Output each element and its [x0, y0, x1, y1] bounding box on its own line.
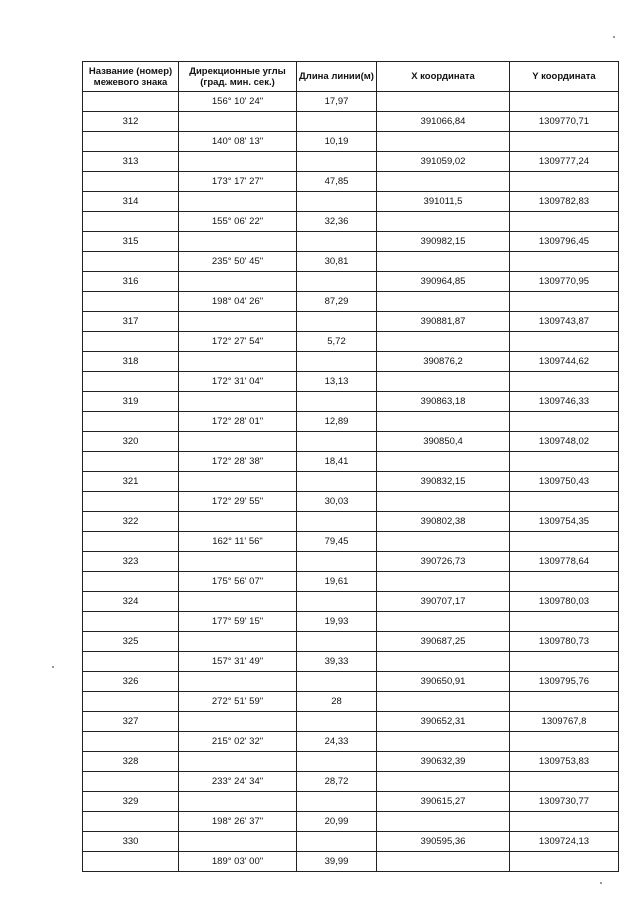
length-cell — [297, 392, 377, 412]
name-cell — [83, 732, 179, 752]
angle-cell — [179, 552, 297, 572]
y-coordinate-cell: 1309780,03 — [510, 592, 619, 612]
line-length-cell: 87,29 — [297, 292, 377, 312]
point-row — [83, 232, 619, 252]
boundary-mark-name-cell: 316 — [83, 272, 179, 292]
x-cell — [377, 692, 510, 712]
direction-angle-cell: 215° 02' 32" — [179, 732, 297, 752]
name-cell — [83, 492, 179, 512]
direction-angle-cell: 172° 28' 38" — [179, 452, 297, 472]
boundary-mark-name-cell: 313 — [83, 152, 179, 172]
line-length-cell: 20,99 — [297, 812, 377, 832]
y-cell — [510, 452, 619, 472]
segment-row — [83, 812, 619, 832]
line-length-cell: 30,03 — [297, 492, 377, 512]
name-cell — [83, 772, 179, 792]
y-cell — [510, 732, 619, 752]
point-row — [83, 472, 619, 492]
direction-angle-cell: 172° 31' 04" — [179, 372, 297, 392]
length-cell — [297, 672, 377, 692]
line-length-cell: 18,41 — [297, 452, 377, 472]
length-cell — [297, 312, 377, 332]
x-coordinate-cell: 390615,27 — [377, 792, 510, 812]
direction-angle-cell: 173° 17' 27" — [179, 172, 297, 192]
x-cell — [377, 532, 510, 552]
table-body — [83, 92, 619, 872]
boundary-mark-name-cell: 312 — [83, 112, 179, 132]
segment-row — [83, 732, 619, 752]
x-coordinate-cell: 390802,38 — [377, 512, 510, 532]
name-cell — [83, 692, 179, 712]
point-row — [83, 552, 619, 572]
point-row — [83, 632, 619, 652]
point-row — [83, 312, 619, 332]
segment-row — [83, 332, 619, 352]
point-row — [83, 192, 619, 212]
length-cell — [297, 472, 377, 492]
length-cell — [297, 552, 377, 572]
boundary-mark-name-cell: 325 — [83, 632, 179, 652]
line-length-cell: 39,33 — [297, 652, 377, 672]
y-coordinate-cell: 1309796,45 — [510, 232, 619, 252]
direction-angle-cell: 189° 03' 00" — [179, 852, 297, 872]
y-coordinate-cell: 1309754,35 — [510, 512, 619, 532]
y-cell — [510, 292, 619, 312]
line-length-cell: 47,85 — [297, 172, 377, 192]
direction-angle-cell: 272° 51' 59" — [179, 692, 297, 712]
y-coordinate-cell: 1309780,73 — [510, 632, 619, 652]
y-coordinate-cell: 1309750,43 — [510, 472, 619, 492]
point-row — [83, 152, 619, 172]
y-coordinate-cell: 1309777,24 — [510, 152, 619, 172]
x-coordinate-cell: 390863,18 — [377, 392, 510, 412]
direction-angle-cell: 172° 28' 01" — [179, 412, 297, 432]
boundary-mark-name-cell: 321 — [83, 472, 179, 492]
table-header-row — [83, 62, 619, 92]
line-length-cell: 10,19 — [297, 132, 377, 152]
y-cell — [510, 212, 619, 232]
name-cell — [83, 452, 179, 472]
angle-cell — [179, 112, 297, 132]
boundary-mark-name-cell: 319 — [83, 392, 179, 412]
name-cell — [83, 212, 179, 232]
y-coordinate-cell: 1309782,83 — [510, 192, 619, 212]
boundary-mark-name-cell: 317 — [83, 312, 179, 332]
x-coordinate-cell: 390652,31 — [377, 712, 510, 732]
segment-row — [83, 612, 619, 632]
line-length-cell: 24,33 — [297, 732, 377, 752]
x-cell — [377, 92, 510, 112]
point-row — [83, 432, 619, 452]
length-cell — [297, 712, 377, 732]
y-cell — [510, 852, 619, 872]
x-cell — [377, 412, 510, 432]
x-coordinate-cell: 390707,17 — [377, 592, 510, 612]
angle-cell — [179, 712, 297, 732]
direction-angle-cell: 162° 11' 56" — [179, 532, 297, 552]
boundary-mark-name-cell: 314 — [83, 192, 179, 212]
name-cell — [83, 612, 179, 632]
point-row — [83, 272, 619, 292]
boundary-mark-name-cell: 322 — [83, 512, 179, 532]
angle-cell — [179, 152, 297, 172]
point-row — [83, 832, 619, 852]
x-coordinate-cell: 390632,39 — [377, 752, 510, 772]
line-length-cell: 39,99 — [297, 852, 377, 872]
x-coordinate-cell: 391011,5 — [377, 192, 510, 212]
segment-row — [83, 252, 619, 272]
scan-speck — [52, 666, 54, 668]
name-cell — [83, 532, 179, 552]
length-cell — [297, 632, 377, 652]
boundary-mark-name-cell: 327 — [83, 712, 179, 732]
boundary-mark-name-cell: 315 — [83, 232, 179, 252]
y-coordinate-cell: 1309743,87 — [510, 312, 619, 332]
segment-row — [83, 772, 619, 792]
direction-angle-cell: 155° 06' 22" — [179, 212, 297, 232]
line-length-cell: 79,45 — [297, 532, 377, 552]
segment-row — [83, 652, 619, 672]
direction-angle-cell: 157° 31' 49" — [179, 652, 297, 672]
direction-angle-cell: 175° 56' 07" — [179, 572, 297, 592]
x-coordinate-cell: 390832,15 — [377, 472, 510, 492]
boundary-mark-name-cell: 330 — [83, 832, 179, 852]
segment-row — [83, 852, 619, 872]
segment-row — [83, 532, 619, 552]
angle-cell — [179, 312, 297, 332]
segment-row — [83, 692, 619, 712]
boundary-mark-name-cell: 323 — [83, 552, 179, 572]
direction-angle-cell: 198° 04' 26" — [179, 292, 297, 312]
name-cell — [83, 292, 179, 312]
angle-cell — [179, 792, 297, 812]
point-row — [83, 672, 619, 692]
direction-angle-cell: 140° 08' 13" — [179, 132, 297, 152]
direction-angle-cell: 233° 24' 34" — [179, 772, 297, 792]
x-coordinate-cell: 390876,2 — [377, 352, 510, 372]
y-coordinate-cell: 1309730,77 — [510, 792, 619, 812]
x-coordinate-cell: 390650,91 — [377, 672, 510, 692]
boundary-mark-name-cell: 320 — [83, 432, 179, 452]
x-cell — [377, 812, 510, 832]
segment-row — [83, 412, 619, 432]
y-cell — [510, 572, 619, 592]
y-cell — [510, 492, 619, 512]
direction-angle-cell: 156° 10' 24" — [179, 92, 297, 112]
x-coordinate-cell: 390881,87 — [377, 312, 510, 332]
line-length-cell: 32,36 — [297, 212, 377, 232]
angle-cell — [179, 672, 297, 692]
name-cell — [83, 252, 179, 272]
x-cell — [377, 732, 510, 752]
y-coordinate-cell: 1309770,71 — [510, 112, 619, 132]
x-coordinate-cell: 390982,15 — [377, 232, 510, 252]
angle-cell — [179, 272, 297, 292]
name-cell — [83, 172, 179, 192]
segment-row — [83, 132, 619, 152]
angle-cell — [179, 592, 297, 612]
point-row — [83, 752, 619, 772]
segment-row — [83, 292, 619, 312]
y-coordinate-cell: 1309746,33 — [510, 392, 619, 412]
x-cell — [377, 252, 510, 272]
header-length: Длина линии(м) — [297, 62, 377, 92]
length-cell — [297, 232, 377, 252]
x-cell — [377, 212, 510, 232]
y-cell — [510, 132, 619, 152]
point-row — [83, 352, 619, 372]
line-length-cell: 30,81 — [297, 252, 377, 272]
segment-row — [83, 492, 619, 512]
boundary-mark-name-cell: 328 — [83, 752, 179, 772]
segment-row — [83, 372, 619, 392]
header-angle: Дирекционные углы (град. мин. сек.) — [179, 62, 297, 92]
y-coordinate-cell: 1309770,95 — [510, 272, 619, 292]
angle-cell — [179, 632, 297, 652]
y-cell — [510, 812, 619, 832]
header-name: Название (номер) межевого знака — [83, 62, 179, 92]
x-coordinate-cell: 390964,85 — [377, 272, 510, 292]
angle-cell — [179, 832, 297, 852]
name-cell — [83, 92, 179, 112]
x-cell — [377, 612, 510, 632]
length-cell — [297, 272, 377, 292]
y-cell — [510, 652, 619, 672]
y-coordinate-cell: 1309724,13 — [510, 832, 619, 852]
length-cell — [297, 512, 377, 532]
y-coordinate-cell: 1309753,83 — [510, 752, 619, 772]
line-length-cell: 19,61 — [297, 572, 377, 592]
direction-angle-cell: 198° 26' 37" — [179, 812, 297, 832]
y-cell — [510, 772, 619, 792]
x-coordinate-cell: 391059,02 — [377, 152, 510, 172]
y-cell — [510, 532, 619, 552]
line-length-cell: 12,89 — [297, 412, 377, 432]
boundary-coordinates-table — [82, 61, 619, 872]
point-row — [83, 712, 619, 732]
name-cell — [83, 852, 179, 872]
point-row — [83, 112, 619, 132]
y-coordinate-cell: 1309748,02 — [510, 432, 619, 452]
angle-cell — [179, 472, 297, 492]
segment-row — [83, 452, 619, 472]
y-coordinate-cell: 1309778,64 — [510, 552, 619, 572]
x-cell — [377, 452, 510, 472]
x-coordinate-cell: 391066,84 — [377, 112, 510, 132]
boundary-mark-name-cell: 324 — [83, 592, 179, 612]
y-cell — [510, 252, 619, 272]
x-cell — [377, 852, 510, 872]
name-cell — [83, 132, 179, 152]
length-cell — [297, 152, 377, 172]
header-y: Y координата — [510, 62, 619, 92]
name-cell — [83, 812, 179, 832]
segment-row — [83, 92, 619, 112]
x-coordinate-cell: 390687,25 — [377, 632, 510, 652]
line-length-cell: 17,97 — [297, 92, 377, 112]
segment-row — [83, 572, 619, 592]
y-cell — [510, 372, 619, 392]
scan-speck — [613, 36, 615, 38]
scan-speck — [600, 882, 602, 884]
angle-cell — [179, 512, 297, 532]
name-cell — [83, 372, 179, 392]
length-cell — [297, 432, 377, 452]
y-cell — [510, 612, 619, 632]
length-cell — [297, 192, 377, 212]
length-cell — [297, 592, 377, 612]
y-cell — [510, 332, 619, 352]
direction-angle-cell: 172° 27' 54" — [179, 332, 297, 352]
direction-angle-cell: 235° 50' 45" — [179, 252, 297, 272]
y-cell — [510, 692, 619, 712]
x-cell — [377, 572, 510, 592]
name-cell — [83, 572, 179, 592]
angle-cell — [179, 232, 297, 252]
x-coordinate-cell: 390726,73 — [377, 552, 510, 572]
length-cell — [297, 832, 377, 852]
segment-row — [83, 172, 619, 192]
x-cell — [377, 772, 510, 792]
y-cell — [510, 172, 619, 192]
angle-cell — [179, 192, 297, 212]
name-cell — [83, 412, 179, 432]
x-cell — [377, 172, 510, 192]
point-row — [83, 512, 619, 532]
x-cell — [377, 292, 510, 312]
y-cell — [510, 92, 619, 112]
x-cell — [377, 132, 510, 152]
angle-cell — [179, 352, 297, 372]
length-cell — [297, 112, 377, 132]
length-cell — [297, 352, 377, 372]
y-coordinate-cell: 1309744,62 — [510, 352, 619, 372]
angle-cell — [179, 432, 297, 452]
x-cell — [377, 332, 510, 352]
boundary-mark-name-cell: 326 — [83, 672, 179, 692]
point-row — [83, 592, 619, 612]
line-length-cell: 5,72 — [297, 332, 377, 352]
line-length-cell: 28 — [297, 692, 377, 712]
angle-cell — [179, 752, 297, 772]
angle-cell — [179, 392, 297, 412]
name-cell — [83, 332, 179, 352]
length-cell — [297, 792, 377, 812]
x-cell — [377, 492, 510, 512]
direction-angle-cell: 172° 29' 55" — [179, 492, 297, 512]
line-length-cell: 13,13 — [297, 372, 377, 392]
length-cell — [297, 752, 377, 772]
direction-angle-cell: 177° 59' 15" — [179, 612, 297, 632]
point-row — [83, 792, 619, 812]
x-cell — [377, 372, 510, 392]
point-row — [83, 392, 619, 412]
y-coordinate-cell: 1309795,76 — [510, 672, 619, 692]
segment-row — [83, 212, 619, 232]
line-length-cell: 19,93 — [297, 612, 377, 632]
boundary-mark-name-cell: 318 — [83, 352, 179, 372]
x-cell — [377, 652, 510, 672]
header-x: X координата — [377, 62, 510, 92]
y-coordinate-cell: 1309767,8 — [510, 712, 619, 732]
y-cell — [510, 412, 619, 432]
boundary-mark-name-cell: 329 — [83, 792, 179, 812]
line-length-cell: 28,72 — [297, 772, 377, 792]
x-coordinate-cell: 390850,4 — [377, 432, 510, 452]
x-coordinate-cell: 390595,36 — [377, 832, 510, 852]
name-cell — [83, 652, 179, 672]
